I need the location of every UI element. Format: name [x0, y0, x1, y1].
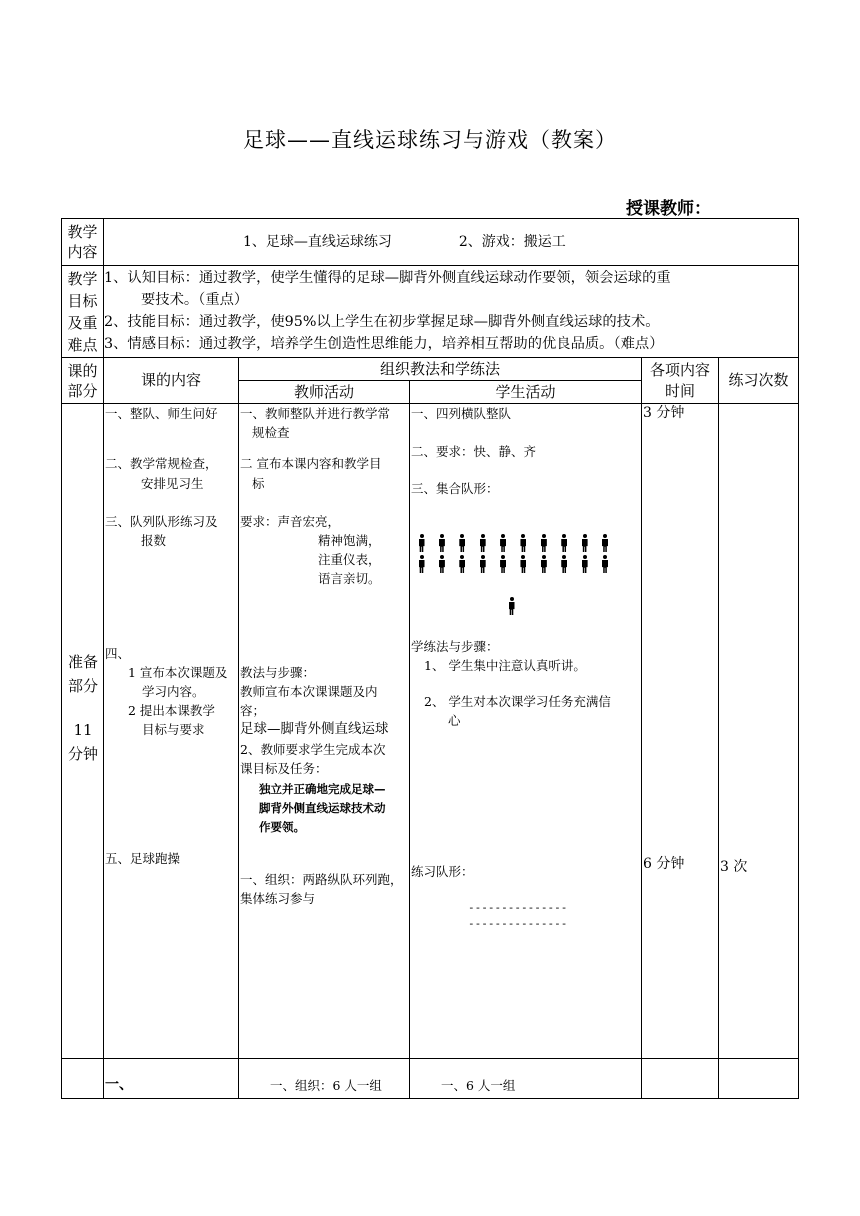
next-reps-cell — [719, 1059, 799, 1099]
teacher-position — [507, 597, 516, 620]
prep-content-3a: 三、队列队形练习及 — [105, 514, 218, 529]
content-label: 教学内容 — [67, 223, 98, 261]
teacher-11b: 脚背外侧直线运球技术动 — [259, 801, 386, 815]
prep-reps-cell — [719, 404, 799, 1059]
time-header — [642, 358, 719, 404]
formation-row-2 — [417, 555, 637, 573]
student-figure-icon — [580, 534, 589, 552]
student-7: 练习队形： — [411, 864, 474, 879]
next-time-cell — [642, 1059, 719, 1099]
prep-part-unit: 分钟 — [67, 745, 98, 763]
student-figure-icon — [478, 534, 487, 552]
prep-part-label: 准备部分 — [67, 653, 98, 695]
student-5: 1、 学生集中注意认真听讲。 — [424, 658, 586, 673]
content-label-cell — [62, 219, 104, 266]
next-teacher-cell — [239, 1059, 410, 1099]
prep-time-1: 3 分钟 — [643, 405, 685, 421]
formation-diagram — [417, 534, 637, 573]
student-figure-icon — [437, 534, 446, 552]
teacher-activity-header: 教师活动 — [239, 381, 410, 404]
content-header: 课的内容 — [104, 358, 239, 404]
goals-cell — [104, 266, 799, 358]
prep-teacher-cell — [239, 404, 410, 1059]
teacher-2b: 标 — [252, 476, 265, 491]
prep-content-1: 一、整队、师生问好 — [105, 406, 218, 421]
prep-content-4: 四、 — [105, 646, 131, 661]
content-text-2: 2、游戏：搬运工 — [458, 233, 566, 250]
student-figure-icon — [539, 555, 548, 573]
prep-content-5: 五、足球跑操 — [105, 851, 181, 866]
page-title: 足球——直线运球练习与游戏（教案） — [243, 128, 617, 152]
student-6b: 心 — [448, 713, 461, 728]
student-figure-icon — [458, 534, 467, 552]
goal-cognitive: 1、认知目标：通过教学，使学生懂得的足球—脚背外侧直线运球动作要领，领会运球的重 — [104, 270, 671, 286]
teacher-label: 授课教师： — [626, 199, 711, 219]
student-figure-icon — [499, 555, 508, 573]
student-figure-icon — [560, 555, 569, 573]
org-header: 组织教法和学练法 — [239, 358, 642, 381]
part-header — [62, 358, 104, 404]
prep-time-cell — [642, 404, 719, 1059]
teacher-11c: 作要领。 — [259, 820, 305, 834]
formation-line-1: --------------- — [468, 901, 568, 914]
student-6a: 2、 学生对本次课学习任务充满信 — [424, 694, 611, 709]
student-figure-icon — [519, 534, 528, 552]
goals-label: 教学目标及重难点 — [67, 269, 98, 354]
teacher-11a: 独立并正确地完成足球— — [259, 782, 386, 796]
goal-cognitive-cont: 要技术。（重点） — [141, 292, 249, 308]
student-figure-icon — [478, 555, 487, 573]
next-content-cell — [104, 1059, 239, 1099]
student-figure-icon — [458, 555, 467, 573]
prep-content-2b: 安排见习生 — [141, 476, 204, 491]
prep-content-cell — [104, 404, 239, 1059]
student-figure-icon — [560, 534, 569, 552]
next-teacher: 一、组织：6 人一组 — [270, 1078, 382, 1093]
formation-row-1 — [417, 534, 637, 552]
prep-content-4c: 2 提出本课教学 — [128, 703, 215, 718]
teacher-2a: 二 宣布本课内容和教学目 — [240, 456, 382, 471]
prep-content-2a: 二、教学常规检查， — [105, 456, 218, 471]
teacher-8b: 容； — [240, 703, 266, 718]
student-3: 三、集合队形： — [411, 481, 499, 496]
next-student-cell — [410, 1059, 642, 1099]
formation-line-2: --------------- — [468, 917, 568, 930]
student-figure-icon — [417, 534, 426, 552]
content-text-1: 1、足球—直线运球练习 — [243, 233, 392, 250]
student-figure-icon — [580, 555, 589, 573]
prep-reps: 3 次 — [720, 859, 748, 875]
goal-emotion: 3、情感目标：通过教学，培养学生创造性思维能力，培养相互帮助的优良品质。（难点） — [104, 336, 664, 352]
goals-label-cell — [62, 266, 104, 358]
teacher-7: 教法与步骤： — [240, 665, 316, 680]
prep-part-cell — [62, 404, 104, 1059]
next-part-cell — [62, 1059, 104, 1099]
prep-student-cell — [410, 404, 642, 1059]
teacher-figure-icon — [507, 597, 516, 615]
student-figure-icon — [437, 555, 446, 573]
reps-header: 练习次数 — [719, 358, 799, 404]
prep-time-2: 6 分钟 — [643, 856, 685, 872]
teacher-1b: 规检查 — [252, 425, 290, 440]
student-figure-icon — [601, 534, 610, 552]
student-activity-header: 学生活动 — [410, 381, 642, 404]
teacher-12b: 集体练习参与 — [240, 891, 316, 906]
prep-part-time: 11 — [73, 721, 93, 739]
teacher-8a: 教师宣布本次课课题及内 — [240, 684, 378, 699]
student-figure-icon — [539, 534, 548, 552]
teacher-1a: 一、教师整队并进行教学常 — [240, 406, 391, 421]
goal-skill: 2、技能目标：通过教学，使95%以上学生在初步掌握足球—脚背外侧直线运球的技术。 — [104, 314, 660, 330]
student-figure-icon — [417, 555, 426, 573]
part-header-text: 课的部分 — [67, 361, 98, 400]
prep-content-4d: 目标与要求 — [142, 722, 205, 737]
student-figure-icon — [519, 555, 528, 573]
teacher-10b: 课目标及任务： — [240, 761, 328, 776]
content-cell — [104, 219, 799, 266]
prep-content-4b: 学习内容。 — [142, 684, 205, 699]
student-1: 一、四列横队整队 — [411, 406, 512, 421]
teacher-10a: 2、教师要求学生完成本次 — [240, 742, 386, 757]
teacher-4: 精神饱满， — [318, 533, 381, 548]
teacher-5: 注重仪表， — [318, 552, 381, 567]
teacher-12a: 一、组织：两路纵队环列跑， — [240, 872, 403, 887]
prep-content-4a: 1 宣布本次课题及 — [128, 665, 228, 680]
teacher-9: 足球—脚背外侧直线运球 — [240, 721, 389, 737]
student-4: 学练法与步骤： — [411, 639, 499, 654]
time-header-text: 各项内容时间 — [649, 360, 710, 400]
student-2: 二、要求：快、静、齐 — [411, 444, 537, 459]
next-student: 一、6 人一组 — [441, 1078, 516, 1093]
prep-content-3b: 报数 — [141, 533, 167, 548]
teacher-6: 语言亲切。 — [318, 571, 381, 586]
next-content: 一、 — [105, 1077, 133, 1093]
student-figure-icon — [499, 534, 508, 552]
lesson-plan-table — [61, 218, 799, 1099]
student-figure-icon — [601, 555, 610, 573]
teacher-3: 要求：声音宏亮， — [240, 514, 341, 529]
